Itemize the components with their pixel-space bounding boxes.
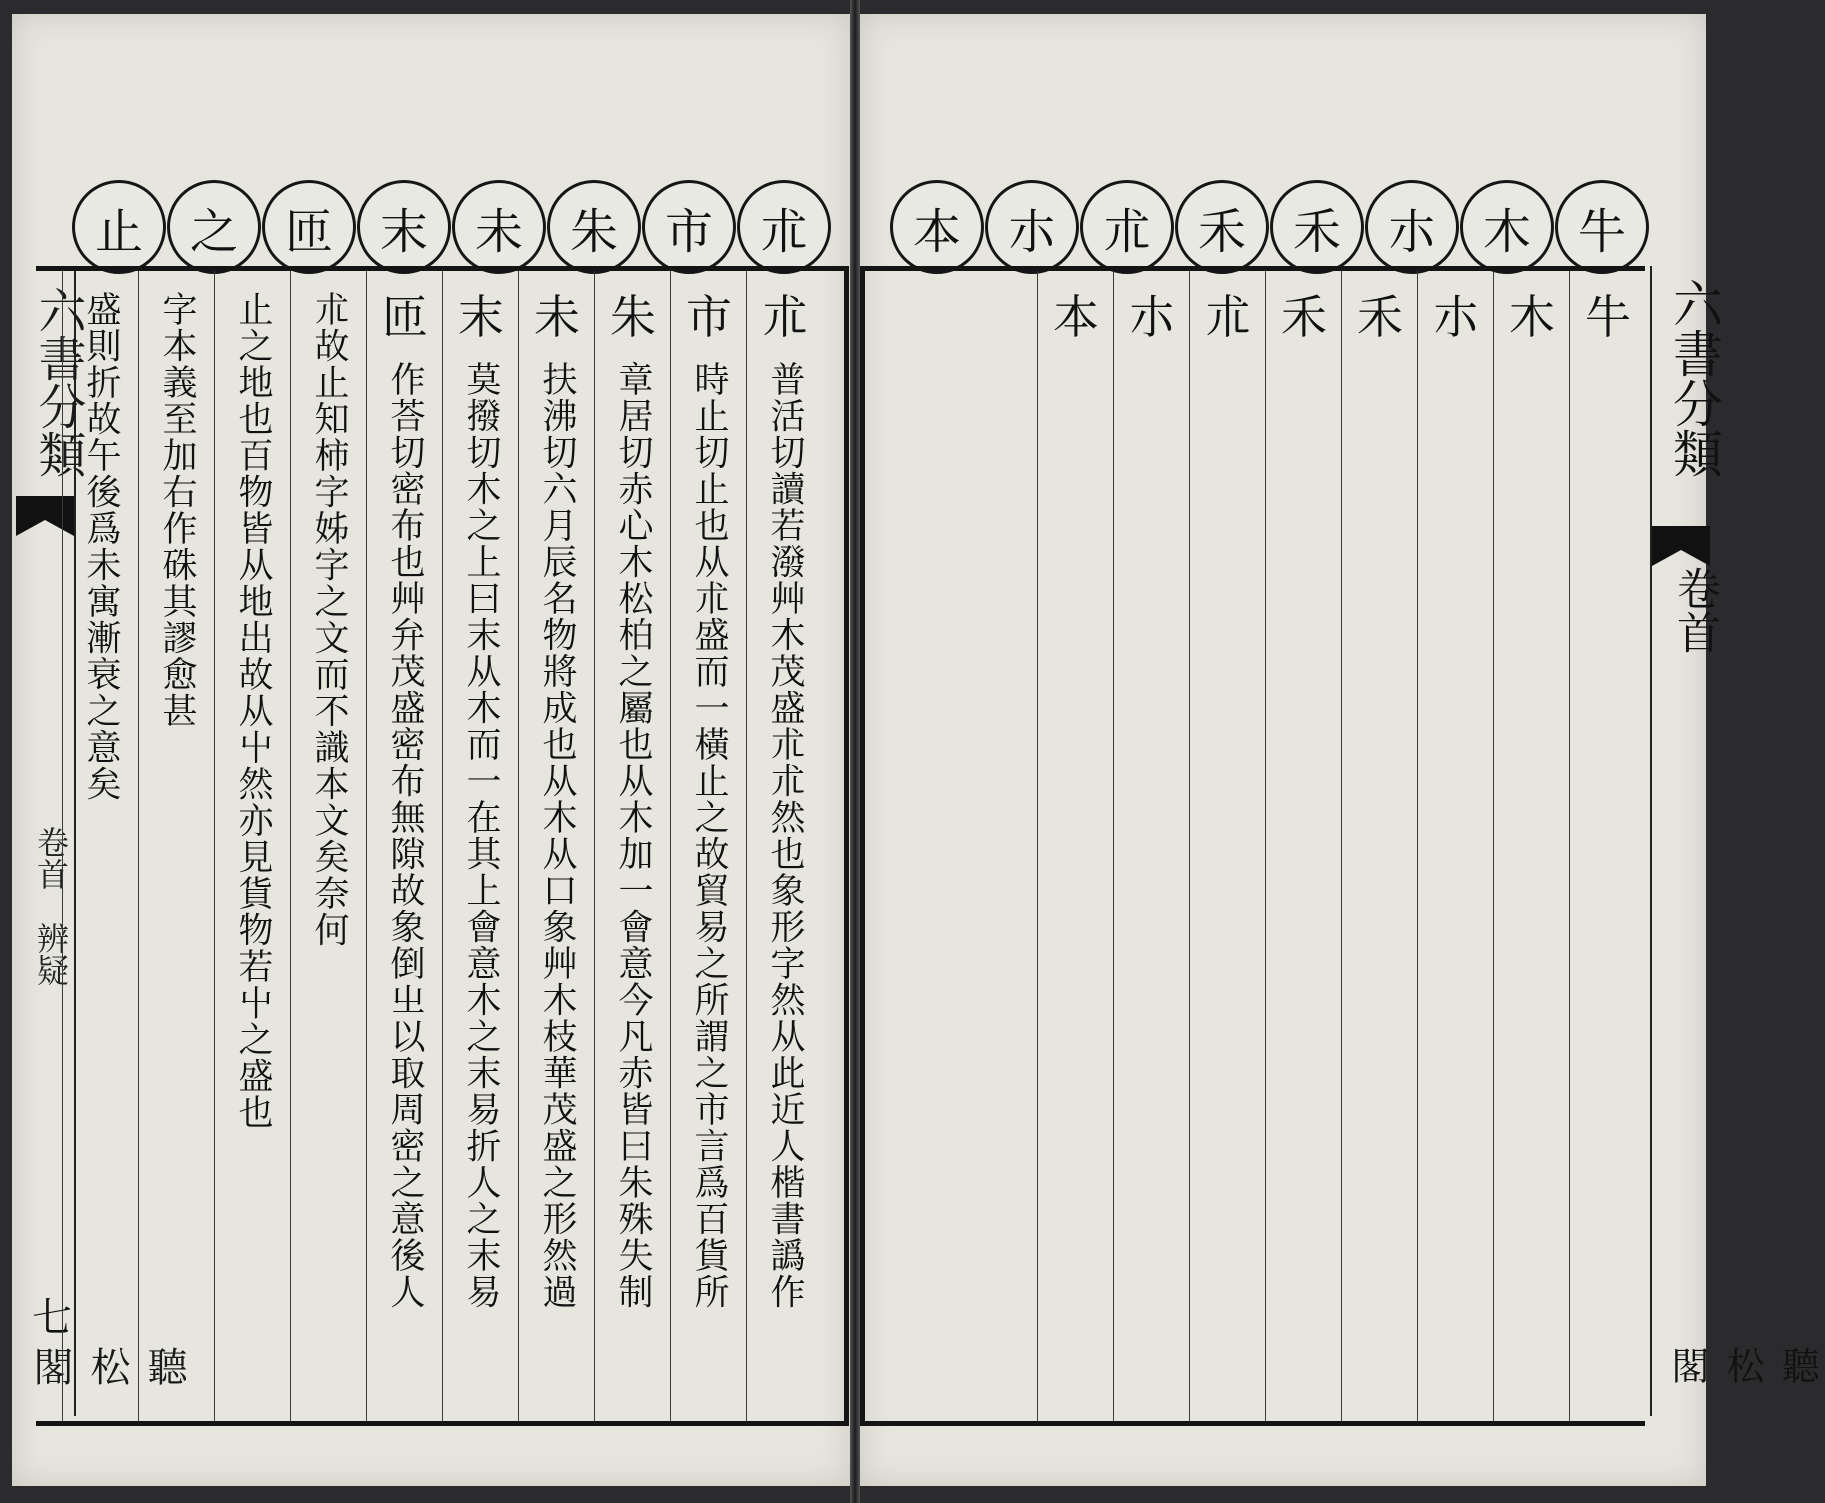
seal-character: 本 (890, 180, 984, 274)
folio-number: 七 (32, 1295, 72, 1341)
publisher-mark: 聽松閣 (27, 1346, 187, 1386)
seal-character: 未 (452, 180, 546, 274)
seal-headword: 末 (458, 290, 504, 344)
seal-character: 匝 (262, 180, 356, 274)
right-page (860, 14, 1819, 1486)
gloss-text: 章居切赤心木松柏之屬也从木加一會意今凡赤皆曰朱殊失制 (613, 361, 653, 1310)
gloss-text: 時止切止也从朮盛而一橫止之故貿易之所謂之市言爲百貨所 (689, 361, 729, 1310)
seal-character: 禾 (1175, 180, 1269, 274)
seal-character: 朱 (547, 180, 641, 274)
seal-character: 止 (72, 180, 166, 274)
gloss-text: 朮故止知柿字姊字之文而不識本文矣奈何 (309, 291, 349, 948)
seal-headword: 未 (534, 290, 580, 344)
left-page (12, 14, 850, 1486)
seal-character: 朮 (737, 180, 831, 274)
seal-headword: 朱 (610, 290, 656, 344)
gloss-text: 扶沸切六月辰名物將成也从木从口象艸木枝華茂盛之形然過 (537, 361, 577, 1310)
gloss-text: 字本義至加右作硃其謬愈甚 (157, 291, 197, 729)
seal-character: 市 (642, 180, 736, 274)
volume-label: 卷首 (1669, 566, 1720, 654)
fish-tail-mark (1652, 526, 1710, 566)
margin-subtitle: 卷首 辨疑 (32, 826, 70, 986)
seal-character: 朩 (985, 180, 1079, 274)
title-strip-right (1650, 266, 1819, 1416)
gloss-text: 止之地也百物皆从地出故从屮然亦見貨物若屮之盛也 (233, 291, 273, 1131)
margin-title: 六書分類 (30, 286, 86, 478)
gloss-text: 作荅切密布也艸弁茂盛密布無隙故象倒㞢以取周密之意後人 (385, 361, 425, 1310)
seal-character: 朮 (1080, 180, 1174, 274)
text-frame-right: 牛 木 朩 禾 禾 朮 朩 本 (860, 266, 1645, 1426)
gloss-text: 普活切讀若潑艸木茂盛朮朮然也象形字然从此近人楷書譌作 (765, 361, 805, 1310)
seal-headword: 匝 (382, 290, 428, 344)
book-gutter (850, 0, 860, 1503)
seal-headword: 市 (686, 290, 732, 344)
seal-character: 朩 (1365, 180, 1459, 274)
seal-character: 末 (357, 180, 451, 274)
gloss-text: 盛則折故午後爲未寓漸衰之意矣 (81, 291, 121, 802)
publisher-mark: 聽松閣 (1665, 1346, 1819, 1384)
seal-headword: 朮 (762, 290, 808, 344)
seal-character: 之 (167, 180, 261, 274)
seal-character: 禾 (1270, 180, 1364, 274)
text-frame-left (36, 266, 849, 1426)
book-title: 六書分類 (1665, 278, 1723, 478)
seal-character: 木 (1460, 180, 1554, 274)
seal-character: 牛 (1555, 180, 1649, 274)
gloss-text: 莫撥切木之上曰末从木而一在其上會意木之末易折人之末易 (461, 361, 501, 1310)
